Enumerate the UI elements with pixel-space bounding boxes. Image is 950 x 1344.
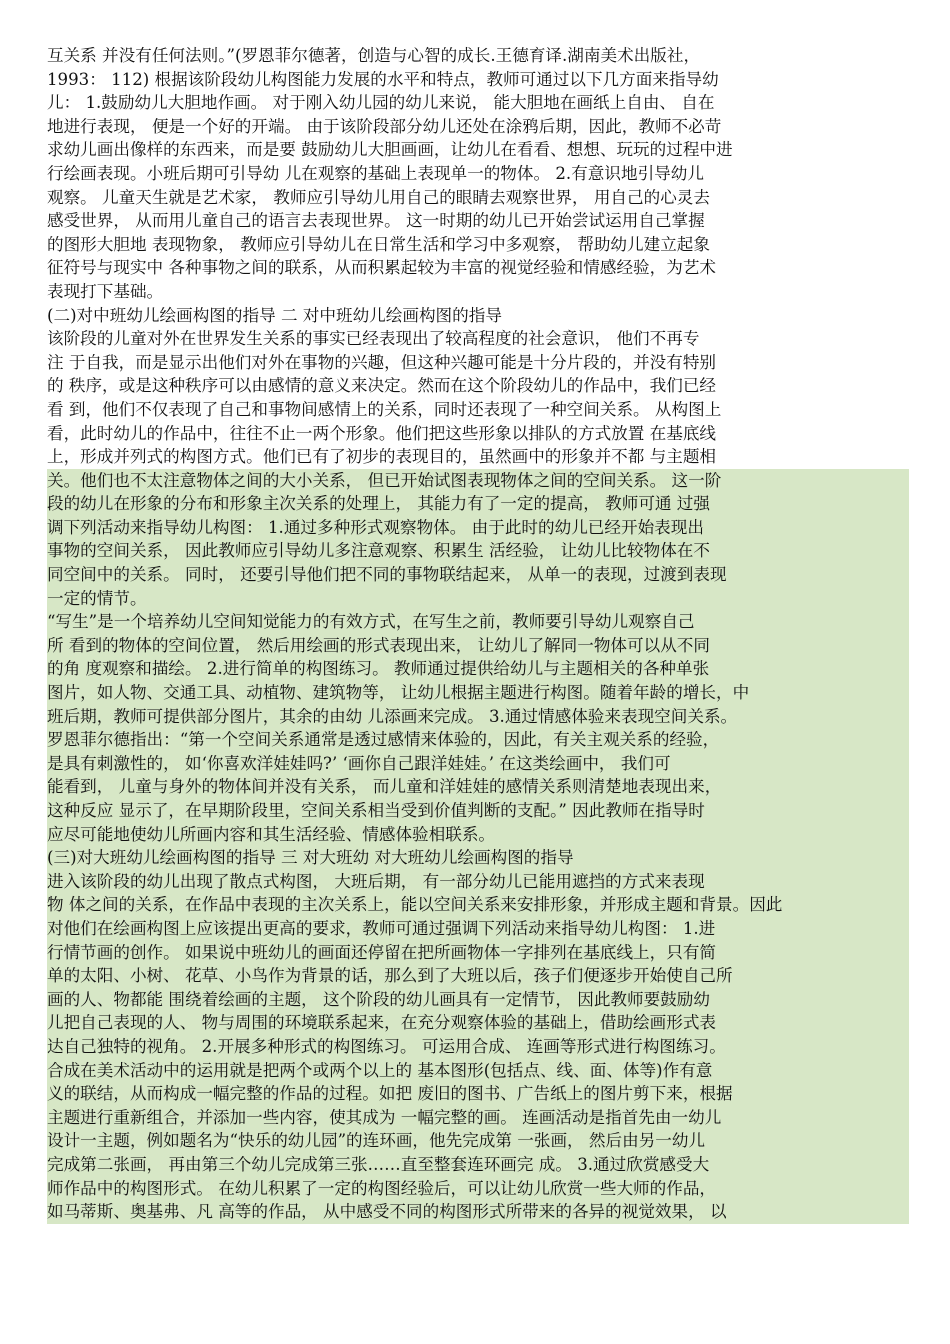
highlighted-text-line: 主题进行重新组合，并添加一些内容，使其成为 一幅完整的画。 连画活动是指首先由一幼儿 bbox=[47, 1106, 909, 1130]
highlighted-text-line: 达自己独特的视角。 2.开展多种形式的构图练习。 可运用合成、 连画等形式进行构图练习。 bbox=[47, 1035, 909, 1059]
highlighted-text-line: 合成在美术活动中的运用就是把两个或两个以上的 基本图形(包括点、线、面、体等)作有意 bbox=[47, 1059, 909, 1083]
highlighted-text-line: 单的太阳、小树、 花草、小鸟作为背景的话，那么到了大班以后，孩子们便逐步开始使自己所 bbox=[47, 964, 909, 988]
text-line: 地进行表现， 便是一个好的开端。 由于该阶段部分幼儿还处在涂鸦后期，因此，教师不必苛 bbox=[47, 116, 722, 136]
highlighted-text-line: 设计一主题，例如题名为“快乐的幼儿园”的连环画，他先完成第 一张画， 然后由另一幼儿 bbox=[47, 1129, 909, 1153]
text-line: 的图形大胆地 表现物象， 教师应引导幼儿在日常生活和学习中多观察， 帮助幼儿建立起象 bbox=[47, 234, 710, 254]
highlighted-text-line: 师作品中的构图形式。 在幼儿积累了一定的构图经验后，可以让幼儿欣赏一些大师的作品， bbox=[47, 1177, 909, 1201]
highlighted-text-line: 图片，如人物、交通工具、动植物、建筑物等， 让幼儿根据主题进行构图。随着年龄的增长，中 bbox=[47, 681, 909, 705]
highlighted-text-line: 一定的情节。 bbox=[47, 587, 909, 611]
highlighted-text-line: 这种反应 显示了，在早期阶段里，空间关系相当受到价值判断的支配。” 因此教师在指导时 bbox=[47, 799, 909, 823]
highlighted-text-line: 所 看到的物体的空间位置， 然后用绘画的形式表现出来， 让幼儿了解同一物体可以从不同 bbox=[47, 634, 909, 658]
highlighted-text-line: “写生”是一个培养幼儿空间知觉能力的有效方式，在写生之前，教师要引导幼儿观察自己 bbox=[47, 610, 909, 634]
highlighted-text-line: 班后期，教师可提供部分图片，其余的由幼 儿添画来完成。 3.通过情感体验来表现空间关系。 bbox=[47, 705, 909, 729]
text-line: 征符号与现实中 各种事物之间的联系，从而积累起较为丰富的视觉经验和情感经验，为艺术 bbox=[47, 258, 717, 278]
highlighted-text-line: 的角 度观察和描绘。 2.进行简单的构图练习。 教师通过提供给幼儿与主题相关的各种单张 bbox=[47, 657, 909, 681]
text-line: 该阶段的儿童对外在世界发生关系的事实已经表现出了较高程度的社会意识， 他们不再专 bbox=[47, 329, 700, 349]
text-line: 互关系 并没有任何法则。”(罗恩菲尔德著，创造与心智的成长.王德育译.湖南美术出版社， bbox=[47, 46, 701, 65]
text-line: 求幼儿画出像样的东西来，而是要 鼓励幼儿大胆画画，让幼儿在看看、想想、玩玩的过程中进 bbox=[47, 140, 733, 160]
highlighted-text-line: 调下列活动来指导幼儿构图： 1.通过多种形式观察物体。 由于此时的幼儿已经开始表现出 bbox=[47, 516, 909, 540]
highlighted-text-line: 画的人、物都能 围绕着绘画的主题， 这个阶段的幼儿画具有一定情节， 因此教师要鼓励幼 bbox=[47, 988, 909, 1012]
text-line: 表现打下基础。 bbox=[47, 281, 164, 301]
highlighted-text-line: 儿把自己表现的人、 物与周围的环境联系起来，在充分观察体验的基础上，借助绘画形式表 bbox=[47, 1011, 909, 1035]
highlighted-text-line: (三)对大班幼儿绘画构图的指导 三 对大班幼 对大班幼儿绘画构图的指导 bbox=[47, 846, 909, 870]
highlighted-text-line: 关。他们也不太注意物体之间的大小关系， 但已开始试图表现物体之间的空间关系。 这一阶 bbox=[47, 469, 909, 493]
highlighted-text-line: 物 体之间的关系，在作品中表现的主次关系上，能以空间关系来安排形象，并形成主题和背景。因此 bbox=[47, 893, 909, 917]
highlighted-text-line: 同空间中的关系。 同时， 还要引导他们把不同的事物联结起来， 从单一的表现，过渡到表现 bbox=[47, 563, 909, 587]
text-line: 1993： 112) 根据该阶段幼儿构图能力发展的水平和特点，教师可通过以下几方面来指导幼 bbox=[47, 69, 719, 89]
highlighted-text-line: 义的联结，从而构成一幅完整的作品的过程。如把 废旧的图书、广告纸上的图片剪下来，根据 bbox=[47, 1082, 909, 1106]
highlighted-text-line: 行情节画的创作。 如果说中班幼儿的画面还停留在把所画物体一字排列在基底线上，只有简 bbox=[47, 941, 909, 965]
text-line: 的 秩序，或是这种秩序可以由感情的意义来决定。然而在这个阶段幼儿的作品中，我们已经 bbox=[47, 376, 717, 396]
highlighted-text-line: 能看到， 儿童与身外的物体间并没有关系， 而儿童和洋娃娃的感情关系则清楚地表现出来， bbox=[47, 775, 909, 799]
highlighted-text-line: 如马蒂斯、奥基弗、凡 高等的作品， 从中感受不同的构图形式所带来的各异的视觉效果， 以 bbox=[47, 1200, 909, 1224]
highlighted-text-line: 段的幼儿在形象的分布和形象主次关系的处理上， 其能力有了一定的提高， 教师可通 过强 bbox=[47, 492, 909, 516]
text-line: 注 于自我，而是显示出他们对外在事物的兴趣，但这种兴趣可能是十分片段的，并没有特别 bbox=[47, 352, 717, 372]
text-line: (二)对中班幼儿绘画构图的指导 二 对中班幼儿绘画构图的指导 bbox=[47, 305, 502, 325]
document-body bbox=[47, 44, 909, 1224]
highlighted-text-line: 应尽可能地使幼儿所画内容和其生活经验、情感体验相联系。 bbox=[47, 823, 909, 847]
highlighted-text-line: 对他们在绘画构图上应该提出更高的要求，教师可通过强调下列活动来指导幼儿构图： 1.进 bbox=[47, 917, 909, 941]
text-line: 感受世界， 从而用儿童自己的语言去表现世界。 这一时期的幼儿已开始尝试运用自己掌握 bbox=[47, 211, 705, 231]
highlighted-text-line: 是具有刺激性的， 如‘你喜欢洋娃娃吗?’ ‘画你自己跟洋娃娃。’ 在这类绘画中， 我们可 bbox=[47, 752, 909, 776]
highlighted-text-line: 罗恩菲尔德指出：“第一个空间关系通常是透过感情来体验的，因此，有关主观关系的经验， bbox=[47, 728, 909, 752]
highlighted-text-line: 事物的空间关系， 因此教师应引导幼儿多注意观察、积累生 活经验， 让幼儿比较物体在不 bbox=[47, 539, 909, 563]
text-line: 看，此时幼儿的作品中，往往不止一两个形象。他们把这些形象以排队的方式放置 在基底线 bbox=[47, 423, 717, 443]
text-line: 上，形成并列式的构图方式。他们已有了初步的表现目的，虽然画中的形象并不都 与主题相 bbox=[47, 447, 717, 467]
highlighted-text-line: 进入该阶段的幼儿出现了散点式构图， 大班后期， 有一部分幼儿已能用遮挡的方式来表现 bbox=[47, 870, 909, 894]
text-line: 观察。 儿童天生就是艺术家， 教师应引导幼儿用自己的眼睛去观察世界， 用自己的心灵去 bbox=[47, 187, 710, 207]
text-line: 行绘画表现。小班后期可引导幼 儿在观察的基础上表现单一的物体。 2.有意识地引导幼儿 bbox=[47, 163, 704, 183]
text-line: 儿： 1.鼓励幼儿大胆地作画。 对于刚入幼儿园的幼儿来说， 能大胆地在画纸上自由、 自在 bbox=[47, 93, 715, 113]
highlighted-text-line: 完成第二张画， 再由第三个幼儿完成第三张……直至整套连环画完 成。 3.通过欣赏感受大 bbox=[47, 1153, 909, 1177]
text-line: 看 到，他们不仅表现了自己和事物间感情上的关系，同时还表现了一种空间关系。 从构图上 bbox=[47, 399, 722, 419]
